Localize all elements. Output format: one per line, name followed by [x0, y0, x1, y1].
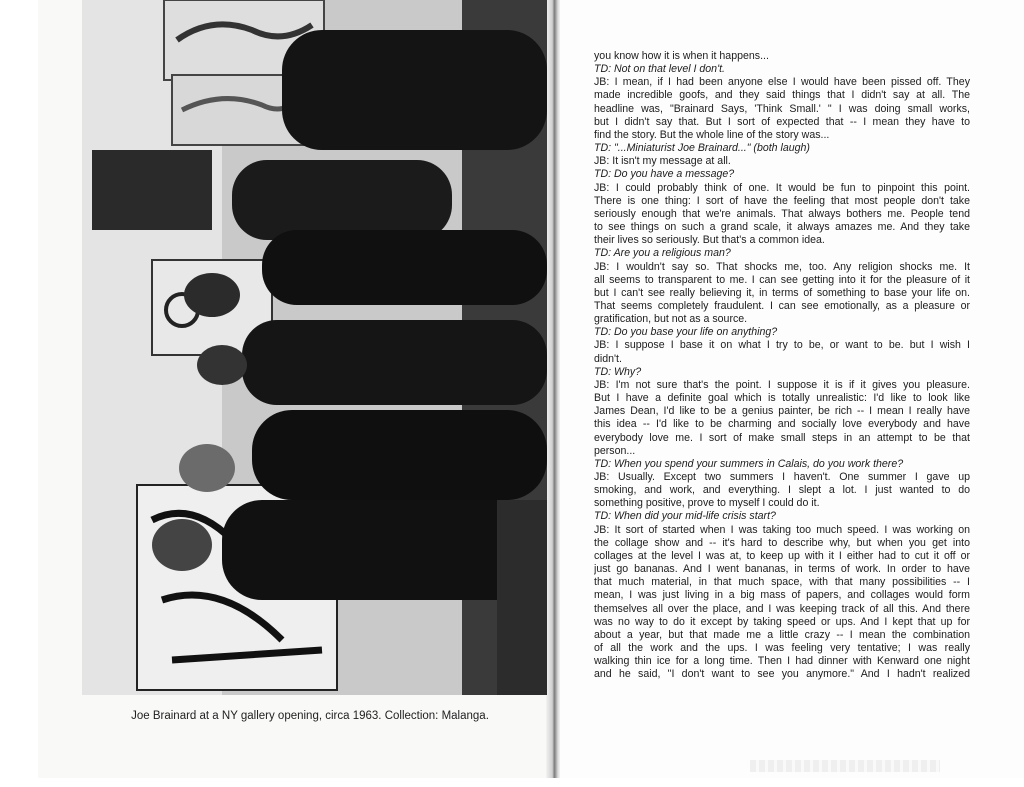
text-line: to see things on such a grand scale, it always amazes me. And they take: [594, 221, 970, 234]
text-line: of all the work and the ups. I was feeling very tentative; I was really: [594, 642, 970, 655]
text-line: was no way to do it except by taking speed or ups. And I kept that up for: [594, 615, 970, 628]
text-line: all seems to transparent to me. I can see getting into it for the pleasure of it: [594, 273, 970, 286]
text-line: the collage show and -- it's hard to describe why, but when you get into: [594, 536, 970, 549]
book-gutter: [546, 0, 560, 778]
text-line: and he said, "I don't want to see you anymore." And I hadn't realized: [594, 668, 970, 681]
text-line: seriously enough that we're animals. That always bothers me. People tend: [594, 207, 970, 220]
text-line: person...: [594, 444, 636, 457]
text-line: JB: I could probably think of one. It would be fun to pinpoint this point.: [594, 181, 970, 194]
photo-drawing: [82, 0, 547, 695]
text-line: their lives so seriously. But that's a common idea.: [594, 234, 825, 247]
text-line: JB: I mean, if I had been anyone else I would have been pissed off. They: [594, 76, 970, 89]
text-line: something positive, prove to myself I could do it.: [594, 497, 820, 510]
text-line: everybody love me. I sort of make small steps in an attempt to be that: [594, 431, 970, 444]
background-margin: [0, 0, 38, 787]
text-line: TD: When did your mid-life crisis start?: [594, 510, 776, 523]
text-line: That seems completely fraudulent. I can see emotionally, as a pleasure or: [594, 299, 970, 312]
text-line: JB: I suppose I base it on what I try to be, or want to be. but I wish I: [594, 339, 970, 352]
text-line: JB: It sort of started when I was taking too much speed. I was working on: [594, 523, 970, 536]
interview-text: [594, 50, 970, 682]
text-line: this idea -- I'd like to be charming and socially love everybody and have: [594, 418, 970, 431]
text-line: just go bananas. And I went bananas, in terms of work. In order to have: [594, 563, 970, 576]
text-line: about a year, but that made me a little crazy -- I mean the combination: [594, 628, 970, 641]
text-line: JB: Usually. Except two summers I haven't. One summer I gave up: [594, 471, 970, 483]
text-line: themselves all over the place, and I was keeping track of all this. And there: [594, 602, 970, 615]
photo-caption: Joe Brainard at a NY gallery opening, circa 1963. Collection: Malanga.: [131, 710, 489, 722]
bleed-through-text: [750, 760, 940, 772]
text-line: you know how it is when it happens...: [594, 50, 769, 62]
text-line: TD: Why?: [594, 365, 642, 378]
text-line: TD: "...Miniaturist Joe Brainard..." (both laugh): [594, 142, 810, 155]
text-line: collages at the level I was at, to keep up with it I either had to cut it off or: [594, 549, 970, 562]
text-line: But I have a definite goal which is totally unrealistic: I'd like to look like: [594, 392, 970, 405]
gallery-photo: [82, 0, 547, 695]
text-line: TD: Not on that level I don't.: [594, 63, 725, 76]
text-line: JB: I wouldn't say so. That shocks me, too. Any religion shocks me. It: [594, 260, 970, 273]
text-line: TD: Do you have a message?: [594, 168, 735, 181]
text-line: mean, I was just living in a big mass of papers, and collages would form: [594, 589, 970, 602]
text-line: JB: It isn't my message at all.: [594, 155, 731, 168]
text-line: smoking, and work, and everything. I slept a lot. I just wanted to do: [594, 484, 970, 497]
text-line: but I didn't say that. But I sort of expected that -- I mean they have to: [594, 115, 970, 128]
text-line: but I can't see really believing it, in terms of something to base your life on.: [594, 286, 970, 299]
text-line: find the story. But the whole line of the story was...: [594, 128, 830, 141]
text-line: didn't.: [594, 352, 622, 365]
text-line: headline was, "Brainard Says, 'Think Small.' " I was doing small works,: [594, 102, 970, 115]
text-line: There is one thing: I sort of have the feeling that most people don't take: [594, 194, 970, 207]
text-line: TD: Do you base your life on anything?: [594, 326, 778, 339]
text-line: that much material, in that much space, with that many possibilities -- I: [594, 576, 970, 589]
text-line: gratification, but not as a source.: [594, 313, 748, 326]
text-line: TD: Are you a religious man?: [594, 247, 731, 260]
text-line: walking thin ice for a long time. Then I had dinner with Kenward one night: [594, 655, 970, 668]
text-line: James Dean, I'd like to be a genius painter, be rich -- I mean I really have: [594, 405, 970, 418]
text-line: JB: I'm not sure that's the point. I suppose it is if it gives you pleasure.: [594, 378, 970, 391]
text-line: made incredible goofs, and they said things that I didn't say at all. The: [594, 89, 970, 102]
text-line: TD: When you spend your summers in Calais, do you work there?: [594, 457, 904, 470]
